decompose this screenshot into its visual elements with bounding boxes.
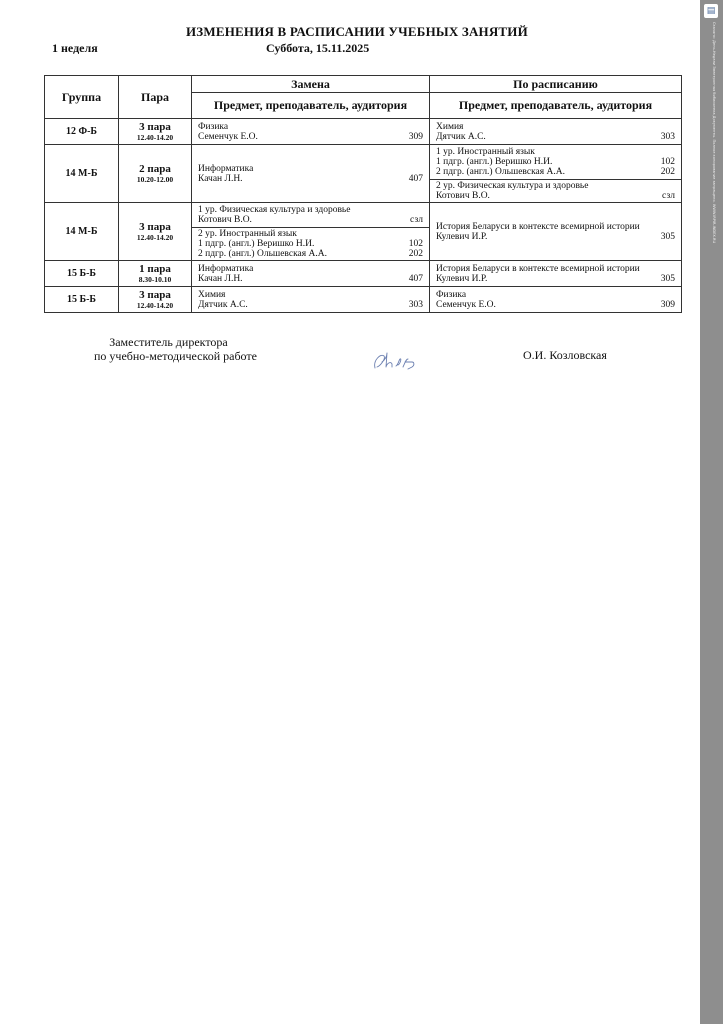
handwritten-signature — [372, 350, 420, 372]
replacement-cell — [192, 287, 430, 313]
subheader-schedule: Предмет, преподаватель, аудитория — [430, 93, 682, 119]
para-cell — [119, 119, 192, 145]
signatory-name: О.И. Козловская — [523, 348, 607, 362]
schedule-cell — [430, 203, 682, 261]
teacher: Качан Л.Н. — [198, 174, 243, 184]
subgroup-teacher: 2 пдгр. (англ.) Ольшевская А.А. — [436, 167, 565, 177]
viewer-sidebar — [700, 0, 723, 1024]
group-cell: 12 Ф-Б — [45, 119, 119, 145]
subject: 2 ур. Иностранный язык — [198, 229, 297, 239]
subject: Информатика — [198, 264, 254, 274]
para-cell — [119, 145, 192, 203]
room: 102 — [408, 239, 423, 249]
teacher: Кулевич И.Р. — [436, 232, 488, 242]
table-row — [45, 119, 682, 145]
subject: 1 ур. Иностранный язык — [436, 147, 535, 157]
replacement-cell — [192, 261, 430, 287]
schedule-table — [44, 75, 682, 313]
subject: Химия — [198, 290, 226, 300]
library-logo-icon: ▤ — [704, 4, 718, 18]
schedule-cell — [430, 145, 682, 203]
para-time: 12.40-14.20 — [136, 132, 174, 142]
table-row — [45, 203, 682, 261]
room: 309 — [408, 132, 423, 142]
header-replacement: Замена — [192, 76, 430, 93]
replacement-cell — [192, 203, 430, 261]
room: 303 — [408, 300, 423, 310]
header-para: Пара — [119, 76, 192, 119]
subject: История Беларуси в контексте всемирной истории — [436, 222, 640, 232]
subgroup-teacher: 1 пдгр. (англ.) Веришко Н.И. — [436, 157, 553, 167]
table-row — [45, 261, 682, 287]
room: 407 — [408, 274, 423, 284]
para-cell — [119, 261, 192, 287]
week-label: 1 неделя — [52, 41, 98, 55]
group-cell: 14 М-Б — [45, 145, 119, 203]
table-row — [45, 287, 682, 313]
teacher: Семенчук Е.О. — [198, 132, 258, 142]
para-number: 2 пара — [139, 162, 171, 175]
teacher: Семенчук Е.О. — [436, 300, 496, 310]
subject: 2 ур. Физическая культура и здоровье — [436, 181, 589, 191]
subject: 1 ур. Физическая культура и здоровье — [198, 205, 351, 215]
room: 305 — [660, 232, 675, 242]
subject: Физика — [198, 122, 229, 132]
para-cell — [119, 287, 192, 313]
room: 202 — [660, 167, 675, 177]
para-time: 8.30-10.10 — [138, 274, 172, 284]
table-row — [45, 145, 682, 203]
signatory-position — [94, 335, 257, 363]
sidebar-watermark: Скачано: День-Недели Электронная библиотека Документы. Полное копирование запрещено. WWW.IRPIR-INDEX.RU — [712, 22, 716, 244]
subject: История Беларуси в контексте всемирной истории — [436, 264, 640, 274]
position-line-1: Заместитель директора — [109, 335, 228, 349]
para-time: 12.40-14.20 — [136, 232, 174, 242]
room: сзл — [662, 191, 675, 201]
group-cell: 14 М-Б — [45, 203, 119, 261]
teacher: Котович В.О. — [436, 191, 490, 201]
para-number: 1 пара — [139, 262, 171, 275]
document-title: ИЗМЕНЕНИЯ В РАСПИСАНИИ УЧЕБНЫХ ЗАНЯТИЙ — [186, 24, 528, 39]
room: сзл — [410, 215, 423, 225]
teacher: Кулевич И.Р. — [436, 274, 488, 284]
para-number: 3 пара — [139, 220, 171, 233]
header-group: Группа — [45, 76, 119, 119]
teacher: Качан Л.Н. — [198, 274, 243, 284]
teacher: Котович В.О. — [198, 215, 252, 225]
room: 102 — [660, 157, 675, 167]
schedule-cell — [430, 119, 682, 145]
position-line-2: по учебно-методической работе — [94, 349, 257, 363]
subgroup-teacher: 2 пдгр. (англ.) Ольшевская А.А. — [198, 249, 327, 259]
para-number: 3 пара — [139, 288, 171, 301]
group-cell: 15 Б-Б — [45, 287, 119, 313]
para-time: 12.40-14.20 — [136, 300, 174, 310]
room: 309 — [660, 300, 675, 310]
subject: Химия — [436, 122, 464, 132]
para-number: 3 пара — [139, 120, 171, 133]
group-cell: 15 Б-Б — [45, 261, 119, 287]
subject: Физика — [436, 290, 467, 300]
room: 202 — [408, 249, 423, 259]
schedule-cell — [430, 287, 682, 313]
teacher: Дятчик А.С. — [436, 132, 486, 142]
para-cell — [119, 203, 192, 261]
room: 305 — [660, 274, 675, 284]
room: 407 — [408, 174, 423, 184]
subject: Информатика — [198, 164, 254, 174]
header-schedule: По расписанию — [430, 76, 682, 93]
date-label: Суббота, 15.11.2025 — [266, 41, 370, 55]
replacement-cell — [192, 145, 430, 203]
para-time: 10.20-12.00 — [136, 174, 174, 184]
teacher: Дятчик А.С. — [198, 300, 248, 310]
subheader-replacement: Предмет, преподаватель, аудитория — [192, 93, 430, 119]
lesson-divider — [192, 227, 429, 228]
lesson-divider — [430, 179, 681, 180]
replacement-cell — [192, 119, 430, 145]
subgroup-teacher: 1 пдгр. (англ.) Веришко Н.И. — [198, 239, 315, 249]
schedule-cell — [430, 261, 682, 287]
room: 303 — [660, 132, 675, 142]
